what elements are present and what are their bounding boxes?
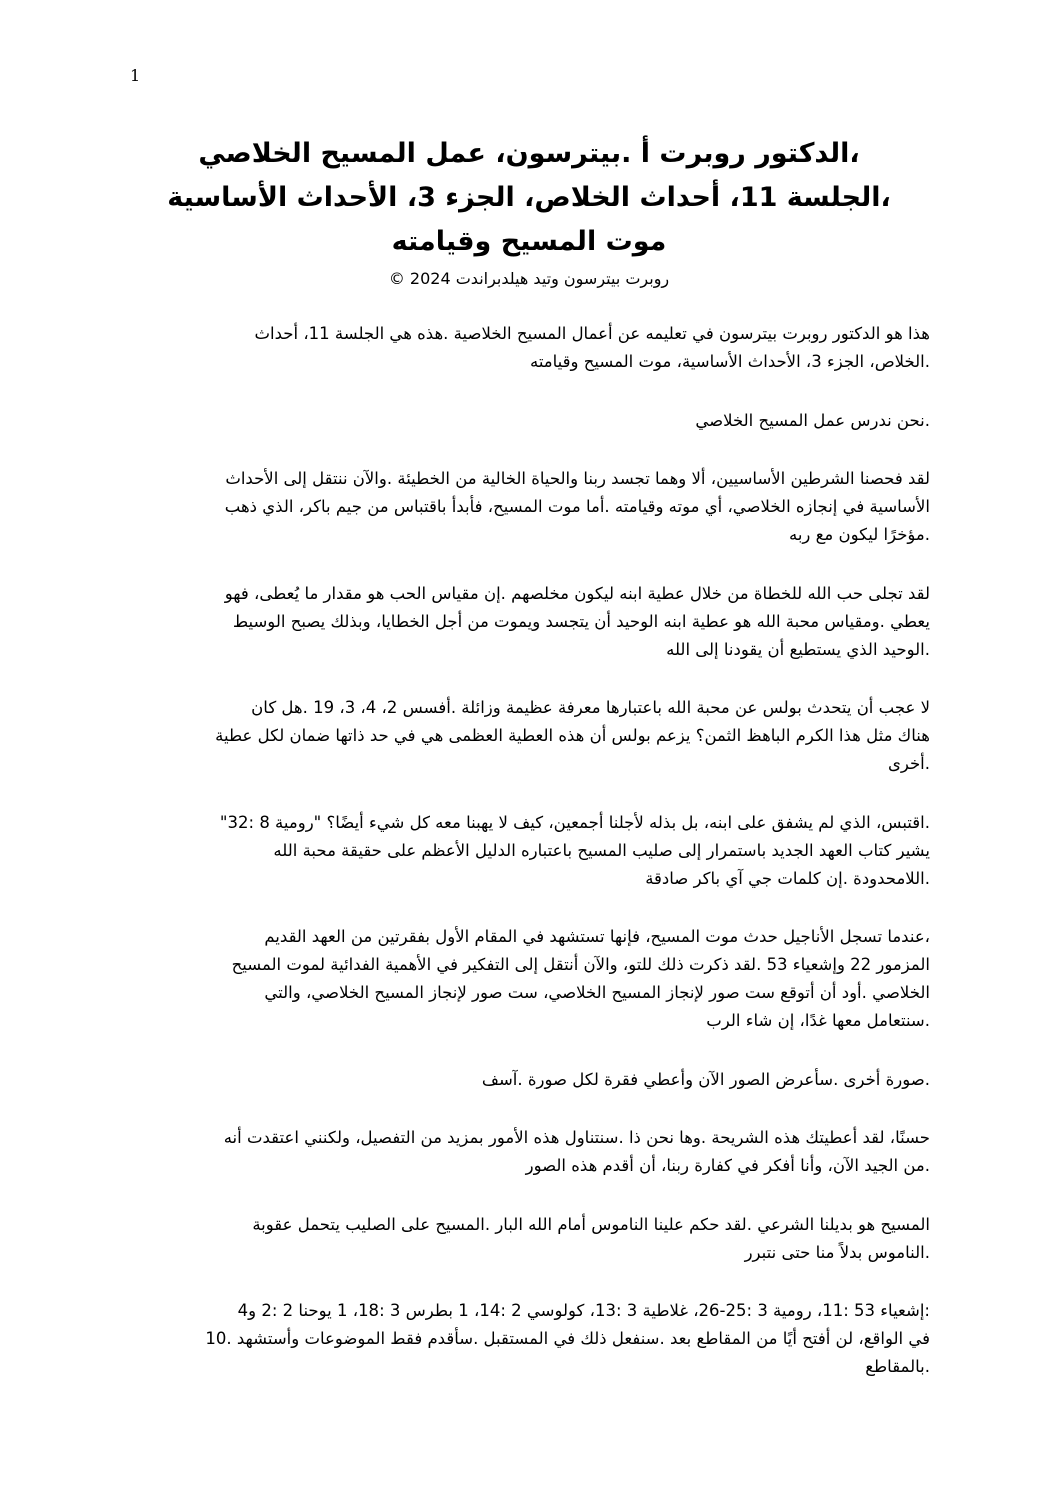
paragraph-line: .مؤخرًا ليكون مع ربه — [788, 525, 930, 544]
paragraph-line: .الوحيد الذي يستطيع أن يقودنا إلى الله — [666, 639, 930, 659]
paragraph-line: :إشعياء 53 :11، رومية 3 :25-26، غلاطية 3 :13، كولوسي 2 :14، 1 بطرس 3 :18، 1 يوحنا 2 :2 و4 — [237, 1301, 930, 1320]
paragraph-line: الأساسية في إنجازه الخلاصي، أي موته وقيامته .أما موت المسيح، فأبدأ باقتباس من جيم باكر، الذي ذهب — [224, 497, 930, 516]
paragraph — [130, 1297, 930, 1381]
paragraph-line: لقد فحصنا الشرطين الأساسيين، ألا وهما تجسد ربنا والحياة الخالية من الخطيئة .والآن ننتقل إلى الأحداث — [225, 469, 930, 488]
paragraph-line: .بالمقاطع — [865, 1357, 930, 1376]
paragraph-line: .أخرى — [887, 754, 930, 773]
paragraph-line: .سنتعامل معها غدًا، إن شاء الرب — [706, 1011, 930, 1030]
paragraph-line: حسنًا، لقد أعطيتك هذه الشريحة .وها نحن ذا .سنتناول هذه الأمور بمزيد من التفصيل، ولكنني اعتقدت أنه — [223, 1128, 930, 1147]
paragraph-line: يشير كتاب العهد الجديد باستمرار إلى صليب المسيح باعتباره الدليل الأعظم على حقيقة محبة الله — [273, 840, 930, 860]
paragraph-line: .من الجيد الآن، وأنا أفكر في كفارة ربنا، أن أقدم هذه الصور — [525, 1156, 930, 1175]
title-line-3: موت المسيح وقيامته — [391, 226, 667, 257]
paragraph-line: المزمور 22 وإشعياء 53 .لقد ذكرت ذلك للتو، والآن أنتقل إلى التفكير في الأهمية الفدائية لموت المسيح — [231, 955, 930, 974]
paragraph — [130, 1211, 930, 1267]
paragraph — [130, 465, 930, 549]
copyright-line: روبرت بيترسون وتيد هيلدبراندت 2024 © — [388, 269, 670, 288]
paragraph-line: يعطي .ومقياس محبة الله هو عطية ابنه الوحيد أن يتجسد ويموت من أجل الخطايا، وبذلك يصبح الوسيط — [232, 611, 930, 631]
paragraph-line: .اقتبس، الذي لم يشفق على ابنه، بل بذله لأجلنا أجمعين، كيف لا يهبنا معه كل شيء أيضًا؟ "رومية 8 :32" — [219, 812, 930, 832]
page-number: 1 — [130, 66, 141, 85]
paragraph-line: هذا هو الدكتور روبرت بيترسون في تعليمه عن أعمال المسيح الخلاصية .هذه هي الجلسة 11، أحداث — [254, 324, 930, 343]
paragraph — [130, 1066, 930, 1094]
title-line-1: ،الدكتور روبرت أ .بيترسون، عمل المسيح الخلاصي — [198, 138, 860, 169]
paragraph — [130, 694, 930, 778]
paragraph-line: المسيح هو بديلنا الشرعي .لقد حكم علينا الناموس أمام الله البار .المسيح على الصليب يتحمل عقوبة — [252, 1214, 930, 1234]
title-line-2: ،الجلسة 11، أحداث الخلاص، الجزء 3، الأحداث الأساسية — [167, 182, 891, 213]
paragraph-line: لقد تجلى حب الله للخطاة من خلال عطية ابنه ليكون مخلصهم .إن مقياس الحب هو مقدار ما يُعطى، فهو — [224, 583, 930, 603]
paragraph — [130, 923, 930, 1035]
paragraph-line: في الواقع، لن أفتح أيًا من المقاطع بعد .سنفعل ذلك في المستقبل .سأقدم فقط الموضوعات وأستشهد .10 — [205, 1329, 930, 1348]
body-text — [130, 320, 930, 1412]
paragraph — [130, 407, 930, 435]
paragraph — [130, 580, 930, 664]
title-block — [130, 132, 928, 292]
paragraph-line: هناك مثل هذا الكرم الباهظ الثمن؟ يزعم بولس أن هذه العطية العظمى هي في حد ذاتها ضمان لكل عطية — [215, 726, 930, 745]
paragraph — [130, 1124, 930, 1180]
paragraph-line: الخلاصي .أود أن أتوقع ست صور لإنجاز المسيح الخلاصي، ست صور لإنجاز المسيح الخلاصي، والتي — [264, 983, 930, 1002]
paragraph-line: .نحن ندرس عمل المسيح الخلاصي — [695, 410, 930, 430]
paragraph-line: .الخلاص، الجزء 3، الأحداث الأساسية، موت المسيح وقيامته — [529, 352, 930, 371]
paragraph-line: ،عندما تسجل الأناجيل حدث موت المسيح، فإنها تستشهد في المقام الأول بفقرتين من العهد القديم — [264, 927, 930, 946]
paragraph-line: .الناموس بدلاً منا حتى نتبرر — [744, 1242, 930, 1262]
paragraph — [130, 809, 930, 893]
paragraph-line: .اللامحدودة .إن كلمات جي آي باكر صادقة — [645, 868, 930, 888]
paragraph — [130, 320, 930, 376]
paragraph-line: لا عجب أن يتحدث بولس عن محبة الله باعتبارها معرفة عظيمة وزائلة .أفسس 2، 4، 3، 19 .هل كان — [251, 698, 930, 717]
paragraph-line: .صورة أخرى .سأعرض الصور الآن وأعطي فقرة لكل صورة .آسف — [481, 1069, 930, 1089]
